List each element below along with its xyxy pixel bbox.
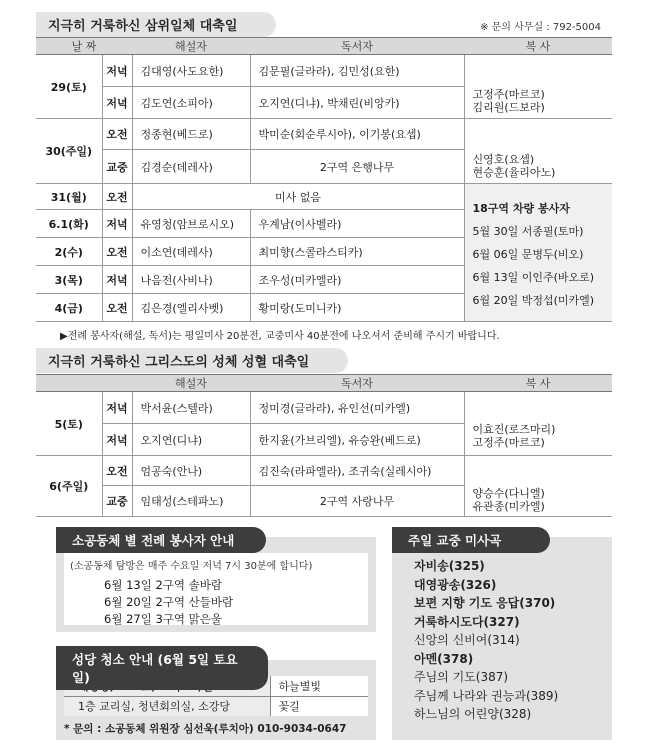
table-row bbox=[64, 696, 368, 716]
driver-item: 6월 13일 이인주(바오로) bbox=[472, 271, 595, 284]
cleaning-title: 성당 청소 안내 (6월 5일 토요일) bbox=[56, 646, 268, 690]
mass-kind: 저녁 bbox=[102, 266, 132, 294]
table-row bbox=[36, 184, 612, 210]
cleaning-place: 1층 교리실, 청년회의실, 소강당 bbox=[64, 696, 270, 716]
server-name: 고정주(마르코) bbox=[472, 88, 545, 101]
reader-cell: 오지연(디냐), 박채린(비앙카) bbox=[250, 87, 464, 119]
reader-cell: 황미랑(도미니카) bbox=[250, 294, 464, 322]
section2-title: 지극히 거룩하신 그리스도의 성체 성혈 대축일 bbox=[36, 348, 348, 373]
date-cell: 3(목) bbox=[36, 266, 102, 294]
narrator-cell: 김경순(데레사) bbox=[132, 150, 250, 184]
narrator-cell: 김대영(사도요한) bbox=[132, 55, 250, 87]
community-box-inner bbox=[64, 553, 368, 625]
date-cell: 4(금) bbox=[36, 294, 102, 322]
narrator-cell: 박서윤(스텔라) bbox=[132, 392, 250, 424]
mass-kind: 저녁 bbox=[102, 424, 132, 456]
community-title: 소공동체 별 전례 봉사자 안내 bbox=[56, 527, 266, 553]
driver-item: 5월 30일 서종필(토마) bbox=[472, 225, 584, 238]
mass-kind: 오전 bbox=[102, 184, 132, 210]
hymns-list bbox=[414, 557, 558, 724]
header-narrator: 해설자 bbox=[132, 38, 250, 55]
narrator-cell: 정종현(베드로) bbox=[132, 119, 250, 150]
mass-kind: 저녁 bbox=[102, 55, 132, 87]
reader-cell: 2구역 은행나무 bbox=[250, 150, 464, 184]
cleaning-team: 꽃길 bbox=[278, 700, 300, 714]
servers-cell bbox=[464, 55, 612, 119]
table-header bbox=[36, 38, 612, 55]
driver-item: 6월 06일 문병두(비오) bbox=[472, 248, 584, 261]
table-row bbox=[36, 392, 612, 424]
mass-kind: 교중 bbox=[102, 150, 132, 184]
hymn-item: 거룩하시도다(327) bbox=[414, 614, 520, 629]
schedule-table-2 bbox=[36, 374, 612, 517]
hymn-item: 자비송(325) bbox=[414, 559, 485, 573]
date-cell: 6.1(화) bbox=[36, 210, 102, 238]
server-name: 양승수(다니엘) bbox=[472, 487, 545, 500]
narrator-cell: 김도연(소피아) bbox=[132, 87, 250, 119]
reader-cell: 최미향(스콜라스티카) bbox=[250, 238, 464, 266]
servers-cell bbox=[464, 392, 612, 456]
mass-kind: 저녁 bbox=[102, 87, 132, 119]
servers-cell bbox=[464, 119, 612, 184]
reader-cell: 박미순(회순루시아), 이기봉(요셉) bbox=[250, 119, 464, 150]
office-contact: ※ 문의 사무실 : 792-5004 bbox=[480, 22, 601, 33]
drivers-cell bbox=[464, 184, 612, 322]
hymn-item: 대영광송(326) bbox=[414, 577, 497, 592]
date-cell: 30(주일) bbox=[36, 119, 102, 184]
server-name: 유관종(미카엘) bbox=[472, 500, 545, 513]
schedule-table-1 bbox=[36, 37, 612, 322]
mass-kind: 교중 bbox=[102, 486, 132, 517]
no-mass-cell: 미사 없음 bbox=[132, 184, 464, 210]
hymns-box bbox=[392, 537, 612, 740]
header-servers: 복 사 bbox=[464, 38, 612, 55]
mass-kind: 저녁 bbox=[102, 210, 132, 238]
date-cell: 6(주일) bbox=[36, 456, 102, 517]
table-row bbox=[36, 456, 612, 486]
mass-kind: 오전 bbox=[102, 238, 132, 266]
header-narrator: 해설자 bbox=[132, 375, 250, 392]
cleaning-contact: * 문의 : 소공동체 위원장 심선욱(루치아) 010-9034-0647 bbox=[64, 723, 347, 735]
mass-kind: 오전 bbox=[102, 456, 132, 486]
date-cell: 31(월) bbox=[36, 184, 102, 210]
narrator-cell: 유영청(암브로시오) bbox=[132, 210, 250, 238]
server-name: 현승훈(율리아노) bbox=[472, 166, 556, 179]
reader-cell: 우계남(이사벨라) bbox=[250, 210, 464, 238]
reader-cell: 2구역 사랑나무 bbox=[250, 486, 464, 517]
reader-cell: 김문필(글라라), 김민성(요한) bbox=[250, 55, 464, 87]
table-row bbox=[36, 55, 612, 87]
date-cell: 29(토) bbox=[36, 55, 102, 119]
reader-cell: 김진숙(라파엘라), 조귀숙(실레시아) bbox=[250, 456, 464, 486]
header-reader: 독서자 bbox=[250, 375, 464, 392]
server-name: 신영호(요셉) bbox=[472, 153, 535, 166]
server-name: 이효진(로즈마리) bbox=[472, 423, 556, 436]
mass-kind: 저녁 bbox=[102, 392, 132, 424]
community-item: 6월 13일 2구역 솔바람 bbox=[104, 578, 222, 592]
driver-item: 6월 20일 박정섭(미카엘) bbox=[472, 294, 595, 307]
header-servers: 복 사 bbox=[464, 375, 612, 392]
mass-kind: 오전 bbox=[102, 119, 132, 150]
hymns-title: 주일 교중 미사곡 bbox=[392, 527, 550, 553]
cleaning-team: 하늘별빛 bbox=[270, 676, 368, 696]
hymn-item: 보편 지향 기도 응답(370) bbox=[414, 596, 556, 610]
narrator-cell: 임태성(스테파노) bbox=[132, 486, 250, 517]
community-item: 6월 20일 2구역 산들바람 bbox=[104, 595, 234, 609]
narrator-cell: 엄공숙(안나) bbox=[132, 456, 250, 486]
date-cell: 2(수) bbox=[36, 238, 102, 266]
mass-kind: 오전 bbox=[102, 294, 132, 322]
server-name: 고정주(마르코) bbox=[472, 436, 545, 449]
hymn-item: 하느님의 어린양(328) bbox=[414, 707, 532, 721]
server-name: 김리원(드보라) bbox=[472, 101, 545, 114]
date-cell: 5(토) bbox=[36, 392, 102, 456]
header-reader: 독서자 bbox=[250, 38, 464, 55]
table-row bbox=[36, 119, 612, 150]
hymn-item: 신앙의 신비여(314) bbox=[414, 633, 520, 647]
narrator-cell: 나음전(사비나) bbox=[132, 266, 250, 294]
narrator-cell: 김은경(엘리사벳) bbox=[132, 294, 250, 322]
reader-cell: 한지윤(가브리엘), 유승완(베드로) bbox=[250, 424, 464, 456]
reader-cell: 정미경(글라라), 유인선(미카엘) bbox=[250, 392, 464, 424]
drivers-title: 18구역 차량 봉사자 bbox=[472, 202, 570, 215]
hymn-item: 주님의 기도(387) bbox=[414, 670, 509, 684]
table-header bbox=[36, 375, 612, 392]
section1-title: 지극히 거룩하신 삼위일체 대축일 bbox=[36, 12, 276, 37]
narrator-cell: 오지연(디냐) bbox=[132, 424, 250, 456]
header-date: 날 짜 bbox=[36, 38, 132, 55]
hymn-item: 아멘(378) bbox=[414, 651, 474, 666]
community-item: 6월 27일 3구역 맑은울 bbox=[104, 612, 222, 626]
reader-cell: 조우성(미카엘라) bbox=[250, 266, 464, 294]
narrator-cell: 이소연(데레사) bbox=[132, 238, 250, 266]
header-date bbox=[36, 375, 132, 392]
community-subtitle: (소공동체 탐방은 매주 수요일 저녁 7시 30분에 합니다) bbox=[70, 561, 313, 572]
servers-cell bbox=[464, 456, 612, 517]
liturgy-note: ▶전례 봉사자(해설, 독서)는 평일미사 20분전, 교중미사 40분전에 나오셔서 준비해 주시기 바랍니다. bbox=[60, 331, 500, 342]
hymn-item: 주님께 나라와 권능과(389) bbox=[414, 688, 559, 703]
